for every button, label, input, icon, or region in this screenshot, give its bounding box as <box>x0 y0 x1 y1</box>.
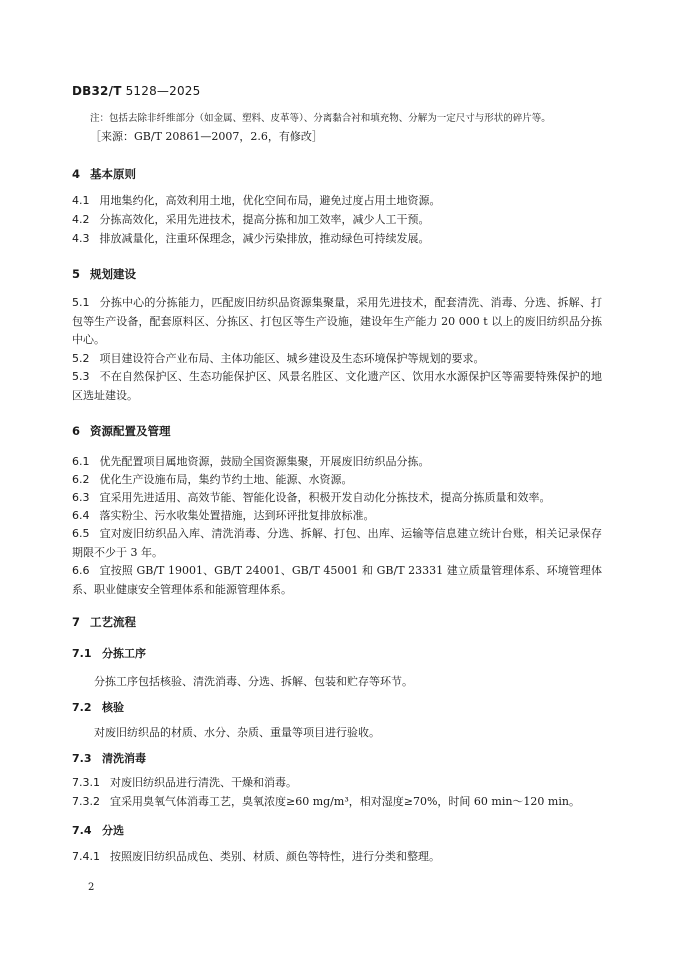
subsection-heading-7-3 <box>72 750 146 766</box>
definition-source: ［来源：GB/T 20861—2007，2.6，有修改］ <box>90 130 323 143</box>
subsection-title: 分拣工序 <box>102 647 146 660</box>
clause-5-3 <box>72 368 602 405</box>
clause-text: 用地集约化，高效利用土地，优化空间布局，避免过度占用土地资源。 <box>99 194 441 207</box>
section-title: 工艺流程 <box>90 615 136 629</box>
subsection-title: 分选 <box>102 824 124 837</box>
clause-text: 落实粉尘、污水收集处置措施，达到环评批复排放标准。 <box>99 509 375 522</box>
clause-4-3 <box>72 230 430 249</box>
clause-number: 6.4 <box>72 509 90 522</box>
clause-6-5 <box>72 525 602 562</box>
section-number: 5 <box>72 267 81 281</box>
clause-number: 7.4.1 <box>72 850 100 863</box>
clause-6-2 <box>72 471 353 490</box>
section-heading-6 <box>72 423 171 439</box>
clause-5-2 <box>72 350 485 369</box>
clause-number: 6.2 <box>72 473 90 486</box>
subsection-number: 7.3 <box>72 752 92 765</box>
clause-5-1 <box>72 294 602 350</box>
subsection-title: 核验 <box>102 701 124 714</box>
clause-number: 5.2 <box>72 352 90 365</box>
clause-text: 分拣高效化，采用先进技术，提高分拣和加工效率，减少人工干预。 <box>99 213 430 226</box>
paragraph-7-2: 对废旧纺织品的材质、水分、杂质、重量等项目进行验收。 <box>94 726 380 739</box>
clause-number: 7.3.2 <box>72 795 100 808</box>
paragraph-7-1: 分拣工序包括核验、清洗消毒、分选、拆解、包装和贮存等环节。 <box>94 675 413 688</box>
clause-text: 对废旧纺织品进行清洗、干燥和消毒。 <box>110 776 297 789</box>
section-number: 6 <box>72 424 81 438</box>
section-heading-5 <box>72 266 136 282</box>
clause-text: 分拣中心的分拣能力，匹配废旧纺织品资源集聚量，采用先进技术，配套清洗、消毒、分选、拆解、打包等生产设备，配套原料区、分拣区、打包区等生产设施，建设年生产能力 20 000 t 以上的废旧纺织品分拣中心。 <box>72 296 602 346</box>
subsection-number: 7.4 <box>72 824 92 837</box>
subsection-number: 7.1 <box>72 647 92 660</box>
page-number: 2 <box>88 882 95 893</box>
clause-text: 宜对废旧纺织品入库、清洗消毒、分选、拆解、打包、出库、运输等信息建立统计台账，相关记录保存期限不少于 3 年。 <box>72 527 602 559</box>
clause-number: 4.3 <box>72 232 90 245</box>
definition-note: 注：包括去除非纤维部分（如金属、塑料、皮革等）、分离黏合衬和填充物、分解为一定尺寸与形状的碎片等。 <box>90 113 551 124</box>
clause-4-2 <box>72 211 430 230</box>
clause-number: 6.6 <box>72 564 90 577</box>
clause-6-4 <box>72 507 375 526</box>
clause-text: 宜采用臭氧气体消毒工艺，臭氧浓度≥60 mg/m³，相对湿度≥70%，时间 60 min～120 min。 <box>110 795 580 808</box>
clause-7-4-1 <box>72 848 440 867</box>
clause-6-3 <box>72 489 551 508</box>
subsection-heading-7-2 <box>72 699 124 715</box>
clause-4-1 <box>72 192 441 211</box>
section-heading-4 <box>72 166 136 182</box>
section-title: 基本原则 <box>90 167 136 181</box>
clause-text: 优先配置项目属地资源，鼓励全国资源集聚，开展废旧纺织品分拣。 <box>99 455 430 468</box>
section-title: 规划建设 <box>90 267 136 281</box>
clause-text: 优化生产设施布局，集约节约土地、能源、水资源。 <box>99 473 353 486</box>
standard-code-prefix: DB32/T <box>72 84 122 98</box>
clause-number: 4.1 <box>72 194 90 207</box>
subsection-number: 7.2 <box>72 701 92 714</box>
standard-code-number: 5128—2025 <box>121 84 201 98</box>
clause-text: 排放减量化，注重环保理念，减少污染排放，推动绿色可持续发展。 <box>99 232 430 245</box>
clause-number: 6.5 <box>72 527 90 540</box>
clause-text: 不在自然保护区、生态功能保护区、风景名胜区、文化遗产区、饮用水水源保护区等需要特殊保护的地区选址建设。 <box>72 370 602 402</box>
clause-number: 6.3 <box>72 491 90 504</box>
section-number: 7 <box>72 615 81 629</box>
clause-text: 项目建设符合产业布局、主体功能区、城乡建设及生态环境保护等规划的要求。 <box>99 352 485 365</box>
section-heading-7 <box>72 614 136 630</box>
clause-number: 5.1 <box>72 296 90 309</box>
clause-6-1 <box>72 453 430 472</box>
section-number: 4 <box>72 167 81 181</box>
clause-7-3-2 <box>72 793 580 812</box>
section-title: 资源配置及管理 <box>90 424 171 438</box>
clause-text: 按照废旧纺织品成色、类别、材质、颜色等特性，进行分类和整理。 <box>110 850 440 863</box>
clause-7-3-1 <box>72 774 297 793</box>
subsection-heading-7-4 <box>72 822 124 838</box>
standard-code-header <box>72 84 200 98</box>
clause-number: 4.2 <box>72 213 90 226</box>
clause-number: 5.3 <box>72 370 90 383</box>
clause-text: 宜采用先进适用、高效节能、智能化设备，积极开发自动化分拣技术，提高分拣质量和效率。 <box>99 491 551 504</box>
subsection-title: 清洗消毒 <box>102 752 146 765</box>
clause-number: 6.1 <box>72 455 90 468</box>
subsection-heading-7-1 <box>72 645 146 661</box>
clause-number: 7.3.1 <box>72 776 100 789</box>
clause-text: 宜按照 GB/T 19001、GB/T 24001、GB/T 45001 和 GB/T 23331 建立质量管理体系、环境管理体系、职业健康安全管理体系和能源管理体系。 <box>72 564 602 596</box>
clause-6-6 <box>72 562 602 599</box>
